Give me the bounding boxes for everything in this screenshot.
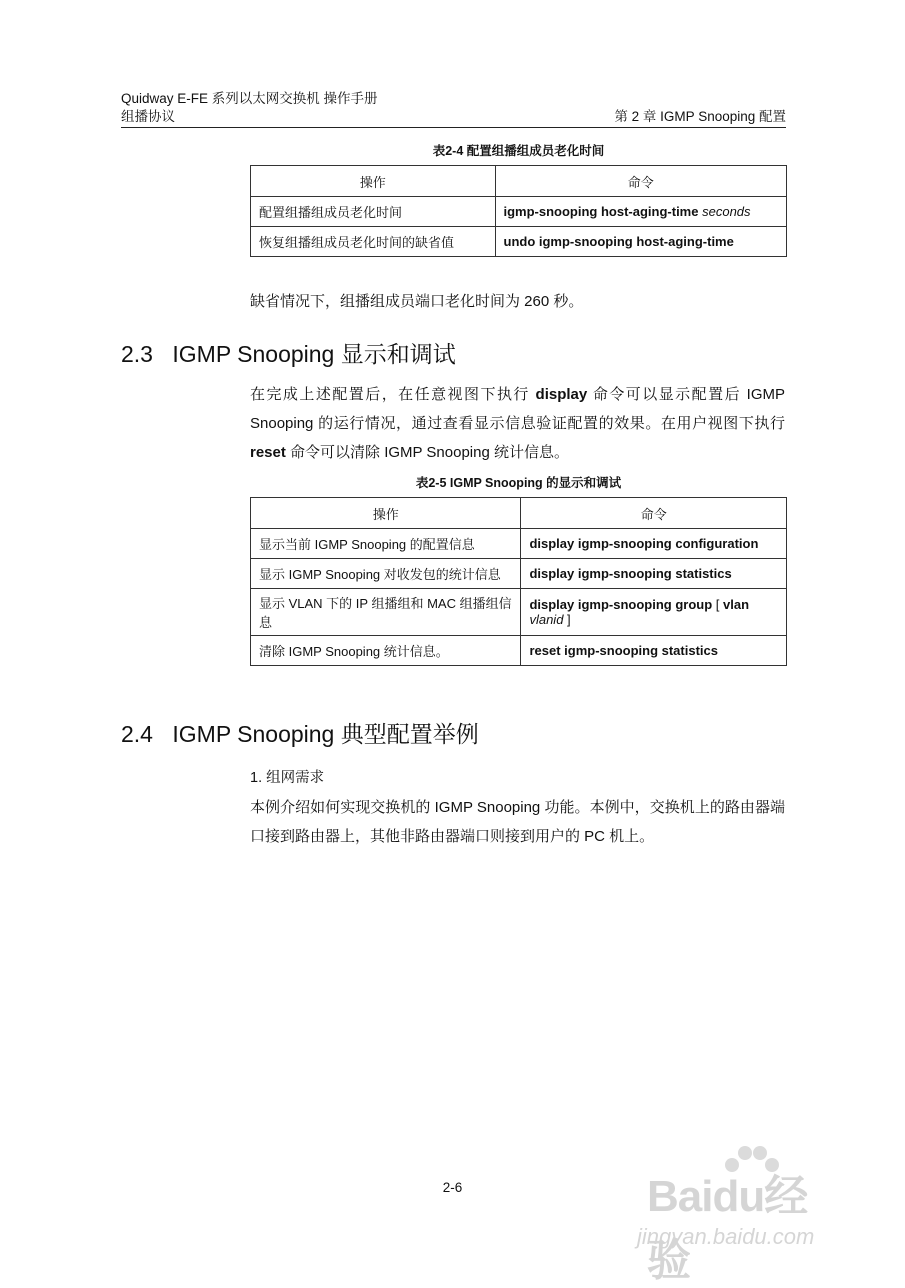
command-cell: display igmp-snooping statistics [521,559,787,589]
bracket-open: [ [715,597,720,612]
section-label: 组播协议 [121,109,175,124]
table-2-4 [250,165,787,257]
section-2-3-heading [121,336,456,369]
document-title: Quidway E-FE 系列以太网交换机 操作手册 [121,91,378,106]
command-text: igmp-snooping host-aging-time [503,204,699,219]
command-cell [521,589,787,636]
keyword-reset: reset [250,444,286,461]
bracket-close: ] [567,612,571,627]
para-text: 命令可以显示配置后 IGMP Snooping 的运行情况，通过查看显示信息验证配置的效果。在用户视图下执行 [250,386,785,432]
column-header-operation: 操作 [251,166,496,197]
brand-part: 经验 [647,1172,808,1285]
table-row [251,636,787,666]
table-2-5 [250,497,787,666]
column-header-operation: 操作 [251,498,521,529]
brand-part: du [712,1172,765,1221]
table-2-5-caption: 表2-5 IGMP Snooping 的显示和调试 [415,476,622,490]
default-note: 缺省情况下，组播组成员端口老化时间为 260 秒。 [250,293,584,310]
section-title: IGMP Snooping 显示和调试 [172,341,456,367]
subsection-heading: 1. 组网需求 [250,770,325,786]
command-argument: vlanid [529,612,564,627]
command-text: display igmp-snooping group [529,597,713,612]
operation-cell: 显示当前 IGMP Snooping 的配置信息 [251,529,521,559]
section-number: 2.4 [121,721,153,747]
section-number: 2.3 [121,341,153,367]
keyword-display: display [535,386,588,403]
command-cell: reset igmp-snooping statistics [521,636,787,666]
command-cell: undo igmp-snooping host-aging-time [495,227,787,257]
table-2-4-caption: 表2-4 配置组播组成员老化时间 [432,144,605,158]
section-2-4-heading [121,716,479,749]
table-row [251,529,787,559]
command-cell [495,197,787,227]
table-header-row [251,166,787,197]
para-text: 命令可以清除 IGMP Snooping 统计信息。 [290,444,569,461]
table-row [251,197,787,227]
command-cell: display igmp-snooping configuration [521,529,787,559]
table-row [251,589,787,636]
operation-cell: 显示 VLAN 下的 IP 组播组和 MAC 组播组信息 [251,589,521,636]
operation-cell: 清除 IGMP Snooping 统计信息。 [251,636,521,666]
brand-part: Bai [647,1172,713,1221]
watermark-url: jingyan.baidu.com [637,1224,815,1249]
para-text: 在完成上述配置后，在任意视图下执行 [250,386,530,403]
section-2-4-paragraph: 本例介绍如何实现交换机的 IGMP Snooping 功能。本例中，交换机上的路由器端口接到路由器上，其他非路由器端口则接到用户的 PC 机上。 [250,799,785,845]
table-row [251,227,787,257]
chapter-label: 第 2 章 IGMP Snooping 配置 [614,109,786,124]
command-keyword-vlan: vlan [723,597,750,612]
baidu-jingyan-watermark [637,1140,847,1285]
section-2-3-paragraph [250,380,785,467]
running-header [121,105,786,128]
page-number: 2-6 [442,1180,463,1195]
table-row [251,559,787,589]
operation-cell: 恢复组播组成员老化时间的缺省值 [251,227,496,257]
operation-cell: 显示 IGMP Snooping 对收发包的统计信息 [251,559,521,589]
operation-cell: 配置组播组成员老化时间 [251,197,496,227]
section-title: IGMP Snooping 典型配置举例 [172,721,479,747]
column-header-command: 命令 [521,498,787,529]
table-header-row [251,498,787,529]
command-argument: seconds [702,204,751,219]
column-header-command: 命令 [495,166,787,197]
